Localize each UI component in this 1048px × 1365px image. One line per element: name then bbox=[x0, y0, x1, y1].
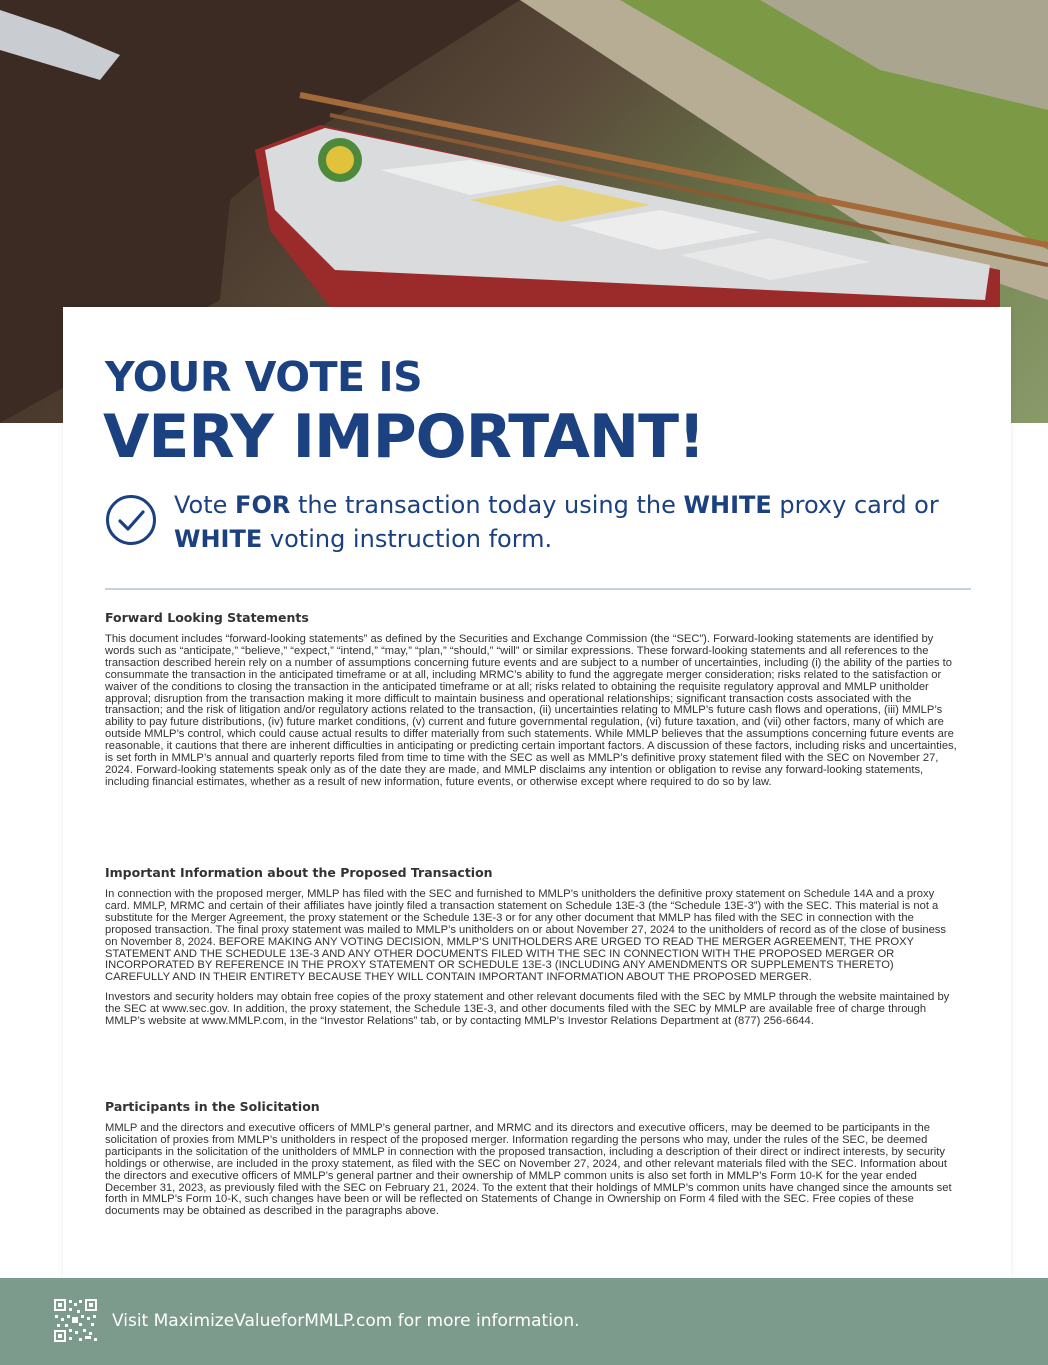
vote-text-2: the transaction today using the bbox=[290, 491, 684, 519]
vote-text-3: proxy card or bbox=[771, 491, 939, 519]
vote-text-4: voting instruction form. bbox=[262, 525, 553, 553]
participants-body: MMLP and the directors and executive officers of MMLP’s general partner, and MRMC and its directors and executive officers, may be deemed to be participants in the solicitation of proxies from MMLP’s unitholders in respect of the proposed merger. Information regarding the persons who may, under the rules of the SEC, be deemed participants in the solicitation of the unitholders of MMLP in connection with the proposed transaction, including a description of their direct or indirect interests, by security holdings or otherwise, are included in the proxy statement, as filed with the SEC on November 27, 2024, and other relevant materials filed with the SEC. Information about the directors and executive officers of MMLP’s general partner and their ownership of MMLP common units is also set forth in MMLP’s Form 10-K for the year ended December 31, 2023, as previously filed with the SEC on February 21, 2024. To the extent that their holdings of MMLP’s common units have changed since the amounts set forth in MMLP’s Form 10-K, such changes have been or will be reflected on Statements of Change in Ownership on Form 4 filed with the SEC. Free copies of these documents may be obtained as described in the paragraphs above. bbox=[105, 1122, 952, 1218]
footer-message bbox=[112, 1311, 580, 1331]
vote-text-1: Vote bbox=[174, 491, 236, 519]
footer-website-link[interactable]: MaximizeValueforMMLP.com bbox=[153, 1311, 393, 1331]
participants-section bbox=[105, 1099, 960, 1218]
important-info-body-2: Investors and security holders may obtain free copies of the proxy statement and other relevant documents filed with the SEC by MMLP through the website maintained by the SEC at www.sec.gov. In addition, the proxy statement, the Schedule 13E-3, and other documents filed with the SEC by MMLP are available free of charge through MMLP’s website at www.MMLP.com, in the “Investor Relations” tab, or by contacting MMLP’s Investor Relations Department at (877) 256-6644. bbox=[105, 991, 950, 1028]
vote-bold-white-1: WHITE bbox=[683, 491, 772, 519]
footer-suffix: for more information. bbox=[392, 1311, 580, 1331]
forward-looking-body: This document includes “forward-looking statements” as defined by the Securities and Exchange Commission (the “SEC”). Forward-looking statements are identified by words such as “anticipate,” “believe,” “expect,” “intend,” “may,” “plan,” “should,” “will” or similar expressions. These forward-looking statements and all references to the transaction described herein rely on a number of assumptions concerning future events and are subject to a number of uncertainties, including (i) the ability of the parties to consummate the transaction in the anticipated timeframe or at all, including MRMC’s ability to fund the aggregate merger consideration; risks related to the satisfaction or waiver of the conditions to closing the transaction in the anticipated timeframe or at all; risks related to obtaining the requisite regulatory approval and MMLP unitholder approval; disruption from the transaction making it more difficult to maintain business and operational relationships; significant transaction costs associated with the transaction; and the risk of litigation and/or regulatory actions related to the transaction, (ii) uncertainties relating to MMLP’s future cash flows and operations, (iii) MMLP’s ability to pay future distributions, (iv) future market conditions, (v) current and future governmental regulation, (vi) future taxation, and (vii) other factors, many of which are outside MMLP’s control, which could cause actual results to differ materially from such statements. While MMLP believes that the assumptions concerning future events are reasonable, it cautions that there are inherent difficulties in anticipating or predicting certain important factors. A discussion of these factors, including risks and uncertainties, is set forth in MMLP’s annual and quarterly reports filed from time to time with the SEC as well as MMLP’s definitive proxy statement filed with the SEC on November 27, 2024. Forward-looking statements speak only as of the date they are made, and MMLP disclaims any intention or obligation to revise any forward-looking statements, including financial estimates, whether as a result of new information, future events, or otherwise except where required to do so by law. bbox=[105, 633, 957, 788]
qr-code-icon[interactable] bbox=[53, 1298, 98, 1343]
participants-heading: Participants in the Solicitation bbox=[105, 1099, 320, 1114]
vote-bold-white-2: WHITE bbox=[174, 525, 263, 553]
forward-looking-heading: Forward Looking Statements bbox=[105, 610, 309, 625]
vote-call-to-action bbox=[174, 488, 974, 556]
main-card bbox=[63, 307, 1011, 1279]
headline-line-2: VERY IMPORTANT! bbox=[103, 402, 705, 472]
check-circle-icon bbox=[105, 494, 157, 546]
headline-line-1: YOUR VOTE IS bbox=[105, 353, 423, 401]
footer-prefix: Visit bbox=[112, 1311, 154, 1331]
footer-band bbox=[0, 1278, 1048, 1365]
vote-bold-for: FOR bbox=[235, 491, 291, 519]
important-info-section bbox=[105, 865, 960, 1028]
important-info-heading: Important Information about the Proposed Transaction bbox=[105, 865, 493, 880]
section-divider bbox=[105, 588, 971, 590]
forward-looking-section bbox=[105, 610, 960, 789]
important-info-body-1: In connection with the proposed merger, MMLP has filed with the SEC and furnished to MMLP’s unitholders the definitive proxy statement on Schedule 14A and a proxy card. MMLP, MRMC and certain of their affiliates have jointly filed a transaction statement on Schedule 13E-3 (the “Schedule 13E-3”) with the SEC. This material is not a substitute for the Merger Agreement, the proxy statement or the Schedule 13E-3 or for any other document that MMLP has filed with the SEC in connection with the proposed transaction. The final proxy statement was mailed to MMLP’s unitholders on or about November 27, 2024 to the unitholders of record as of the close of business on November 8, 2024. BEFORE MAKING ANY VOTING DECISION, MMLP’S UNITHOLDERS ARE URGED TO READ THE MERGER AGREEMENT, THE PROXY STATEMENT AND THE SCHEDULE 13E-3 AND ANY OTHER DOCUMENTS FILED WITH THE SEC IN CONNECTION WITH THE PROPOSED MERGER OR INCORPORATED BY REFERENCE IN THE PROXY STATEMENT OR SCHEDULE 13E-3 (INCLUDING ANY AMENDMENTS OR SUPPLEMENTS THERETO) CAREFULLY AND IN THEIR ENTIRETY BECAUSE THEY WILL CONTAIN IMPORTANT INFORMATION ABOUT THE PROPOSED MERGER. bbox=[105, 888, 946, 984]
